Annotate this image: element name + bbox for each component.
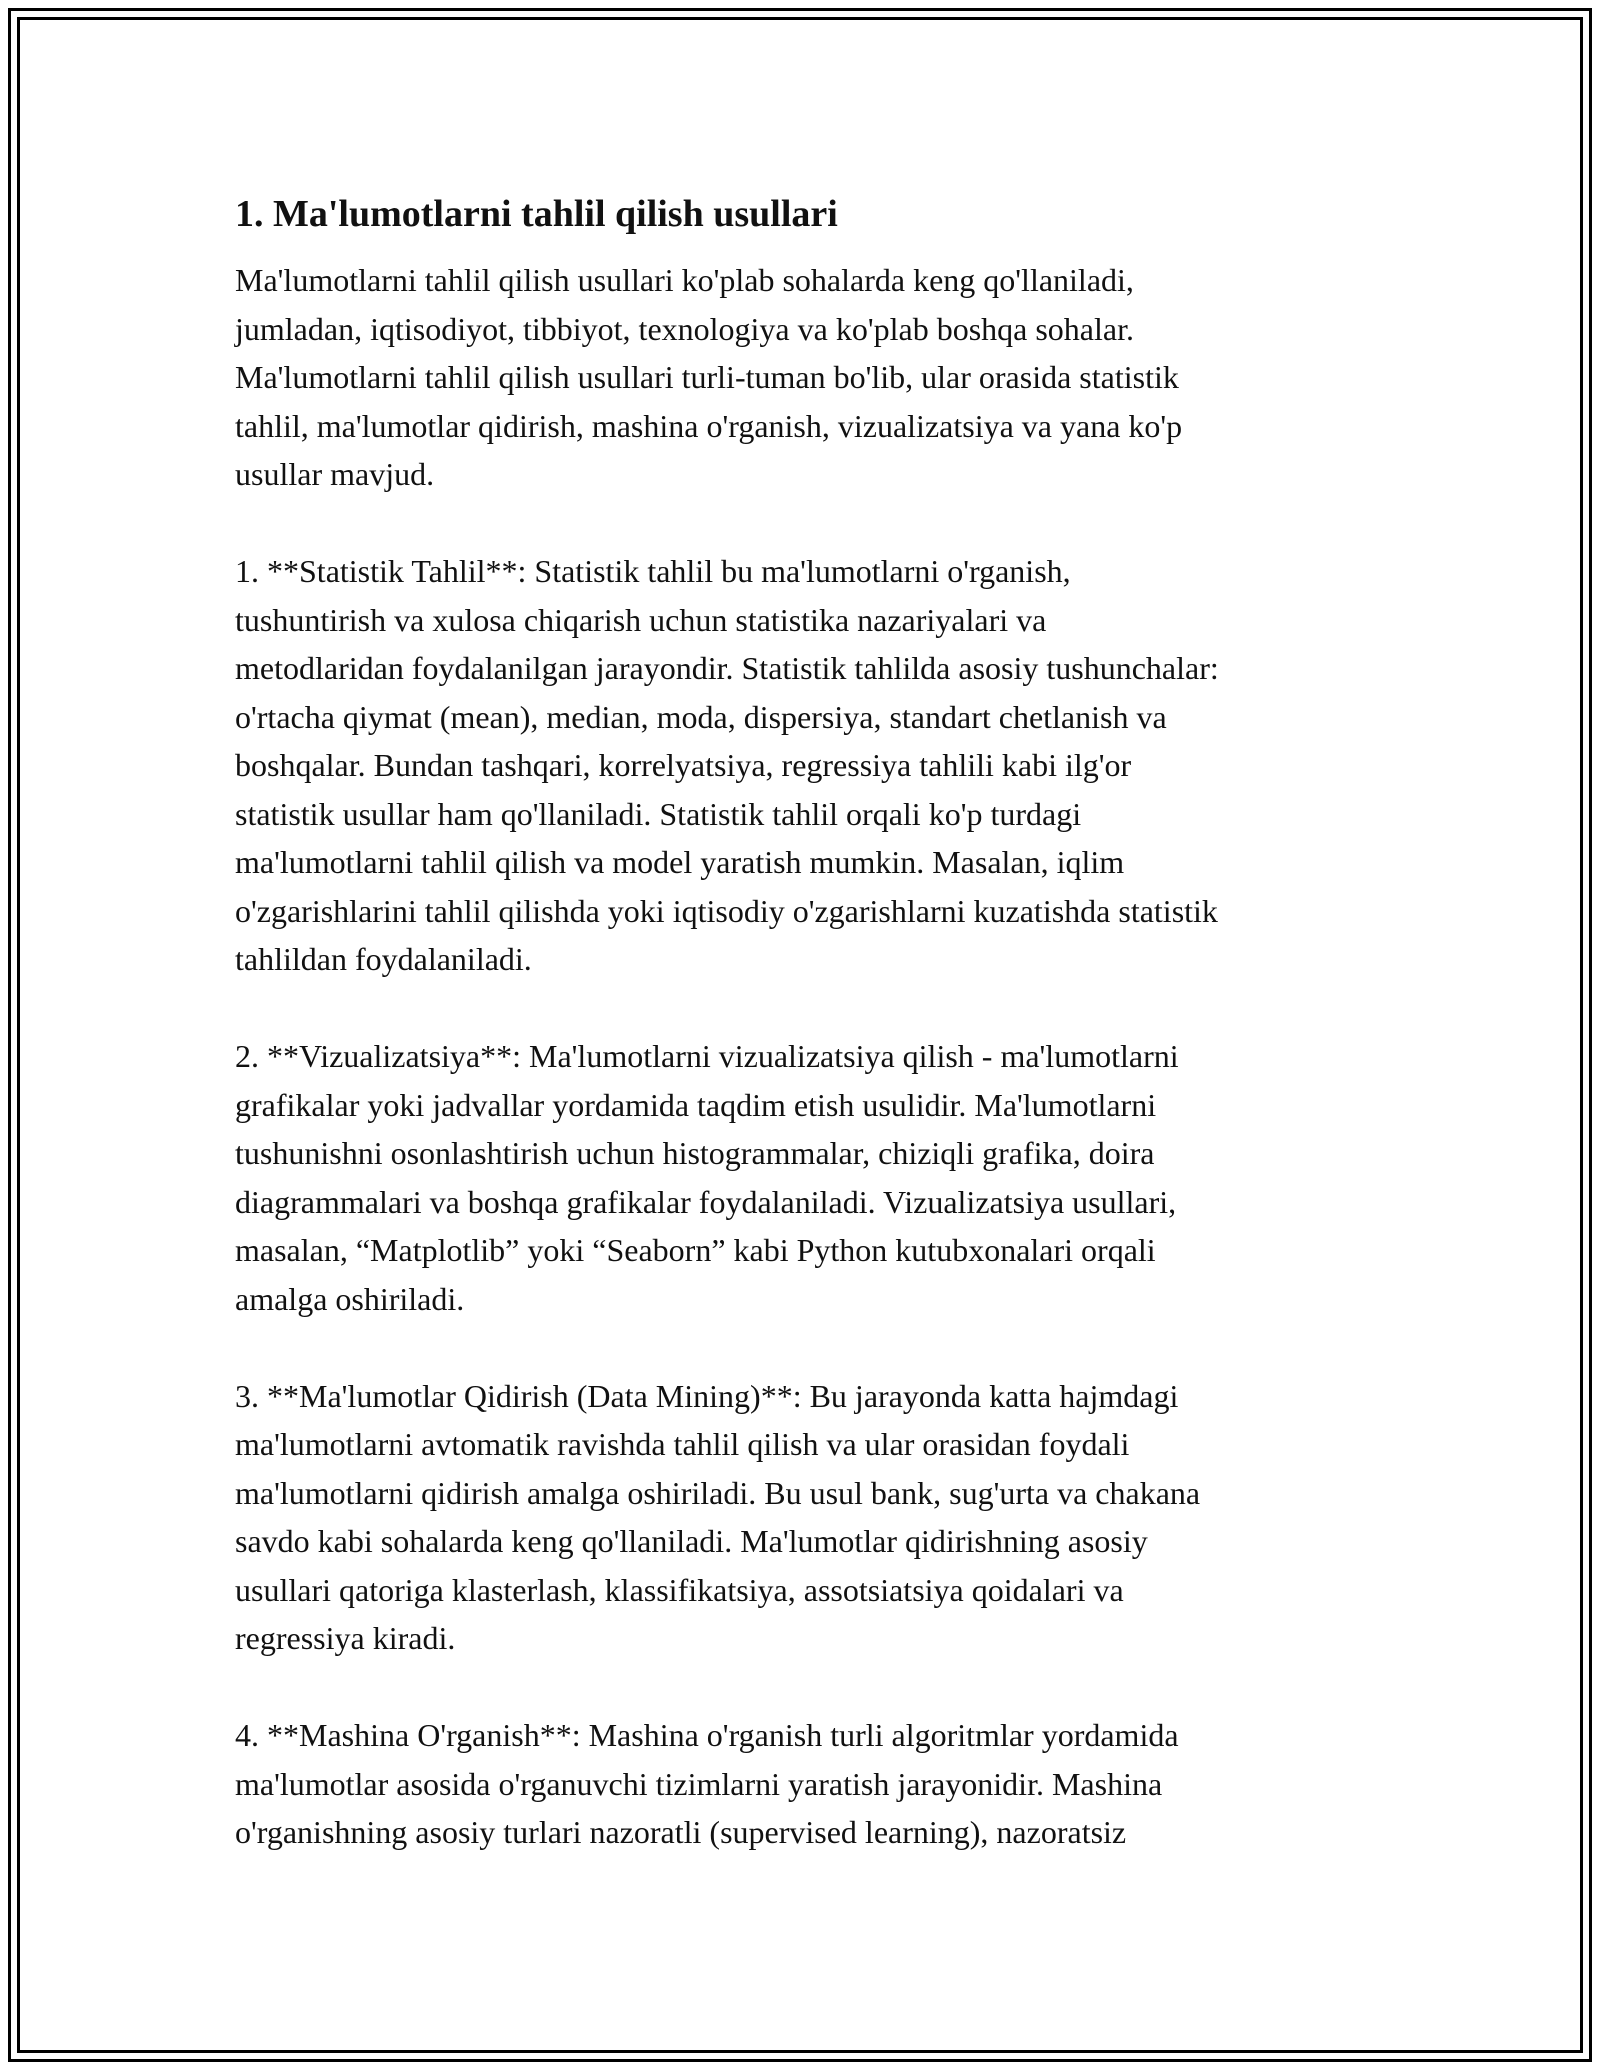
text-line: Ma'lumotlarni tahlil qilish usullari turli-tuman bo'lib, ular orasida statistik xyxy=(235,359,1179,395)
section-heading: 1. Ma'lumotlarni tahlil qilish usullari xyxy=(235,193,838,235)
text-line: tahlildan foydalaniladi. xyxy=(235,941,532,977)
text-line: tahlil, ma'lumotlar qidirish, mashina o'rganish, vizualizatsiya va yana ko'p xyxy=(235,407,1183,444)
text-line: ma'lumotlarni tahlil qilish va model yaratish mumkin. Masalan, iqlim xyxy=(235,844,1125,880)
text-line: regressiya kiradi. xyxy=(235,1620,456,1656)
text-line: savdo kabi sohalarda keng qo'llaniladi. Ma'lumotlar qidirishning asosiy xyxy=(235,1523,1148,1559)
intro-paragraph xyxy=(235,256,1395,499)
text-line: ma'lumotlar asosida o'rganuvchi tizimlarni yaratish jarayonidir. Mashina xyxy=(235,1765,1163,1802)
text-line: tushunishni osonlashtirish uchun histogrammalar, chiziqli grafika, doira xyxy=(235,1135,1155,1171)
text-line: ma'lumotlarni qidirish amalga oshiriladi. Bu usul bank, sug'urta va chakana xyxy=(235,1474,1201,1511)
text-line: tushuntirish va xulosa chiqarish uchun statistika nazariyalari va xyxy=(235,601,1047,638)
text-line: o'rganishning asosiy turlari nazoratli (supervised learning), nazoratsiz xyxy=(235,1814,1127,1850)
text-line: 4. **Mashina O'rganish**: Mashina o'rganish turli algoritmlar yordamida xyxy=(235,1717,1179,1753)
text-line: ma'lumotlarni avtomatik ravishda tahlil qilish va ular orasidan foydali xyxy=(235,1426,1130,1462)
text-line: grafikalar yoki jadvallar yordamida taqdim etish usulidir. Ma'lumotlarni xyxy=(235,1086,1157,1123)
text-line: 2. **Vizualizatsiya**: Ma'lumotlarni vizualizatsiya qilish - ma'lumotlarni xyxy=(235,1038,1179,1074)
data-mining-paragraph xyxy=(235,1372,1395,1663)
text-line: 3. **Ma'lumotlar Qidirish (Data Mining)**: Bu jarayonda katta hajmdagi xyxy=(235,1377,1179,1414)
text-line: usullari qatoriga klasterlash, klassifikatsiya, assotsiatsiya qoidalari va xyxy=(235,1571,1124,1608)
text-line: masalan, “Matplotlib” yoki “Seaborn” kabi Python kutubxonalari orqali xyxy=(235,1232,1156,1268)
text-line: statistik usullar ham qo'llaniladi. Statistik tahlil orqali ko'p turdagi xyxy=(235,795,1082,832)
text-line: amalga oshiriladi. xyxy=(235,1280,465,1317)
document-body xyxy=(235,186,1395,1905)
mashina-organish-paragraph xyxy=(235,1711,1395,1857)
text-line: usullar mavjud. xyxy=(235,456,435,492)
text-line: o'zgarishlarini tahlil qilishda yoki iqtisodiy o'zgarishlarni kuzatishda statistik xyxy=(235,892,1218,929)
text-line: boshqalar. Bundan tashqari, korrelyatsiya, regressiya tahlili kabi ilg'or xyxy=(235,747,1132,783)
vizualizatsiya-paragraph xyxy=(235,1032,1395,1323)
text-line: Ma'lumotlarni tahlil qilish usullari ko'plab sohalarda keng qo'llaniladi, xyxy=(235,262,1134,298)
text-line: metodlaridan foydalanilgan jarayondir. Statistik tahlilda asosiy tushunchalar: xyxy=(235,650,1219,686)
text-line: jumladan, iqtisodiyot, tibbiyot, texnologiya va ko'plab boshqa sohalar. xyxy=(235,310,1134,347)
text-line: o'rtacha qiymat (mean), median, moda, dispersiya, standart chetlanish va xyxy=(235,698,1167,735)
text-line: diagrammalari va boshqa grafikalar foydalaniladi. Vizualizatsiya usullari, xyxy=(235,1183,1177,1220)
statistik-tahlil-paragraph xyxy=(235,547,1395,984)
text-line: 1. **Statistik Tahlil**: Statistik tahlil bu ma'lumotlarni o'rganish, xyxy=(235,553,1071,589)
